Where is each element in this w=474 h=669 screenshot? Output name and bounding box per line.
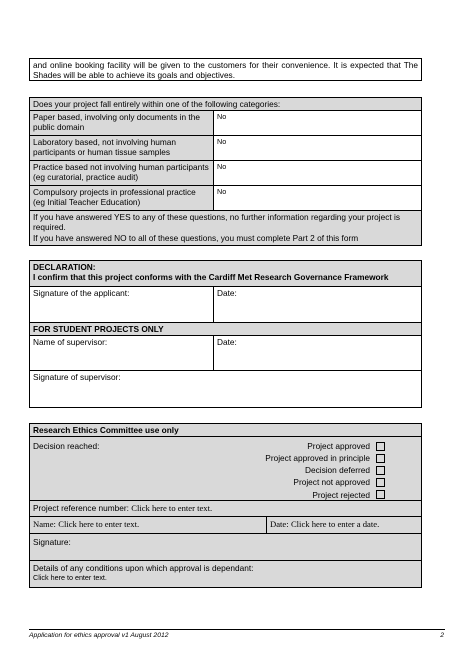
student-projects-row	[30, 323, 421, 336]
committee-date-label: Date:	[270, 519, 289, 529]
categories-notes	[30, 211, 421, 245]
reference-label: Project reference number:	[33, 503, 129, 513]
decision-option[interactable]: Decision deferred	[183, 464, 385, 476]
category-label: Compulsory projects in professional practice (eg Initial Teacher Education)	[30, 186, 213, 210]
applicant-date-field[interactable]: Date:	[213, 287, 421, 322]
categories-header: Does your project fall entirely within one of the following categories:	[33, 99, 281, 109]
declaration-statement: I confirm that this project conforms with the Cardiff Met Research Governance Framework	[33, 272, 389, 283]
category-label: Laboratory based, not involving human participants or human tissue samples	[30, 136, 213, 160]
decision-row	[30, 437, 421, 501]
applicant-signature-row	[30, 287, 421, 323]
decision-option[interactable]: Project not approved	[183, 477, 385, 489]
committee-signature-row	[30, 534, 421, 561]
reference-value[interactable]: Click here to enter text.	[131, 503, 213, 513]
supervisor-name-field[interactable]: Name of supervisor:	[33, 337, 108, 347]
categories-header-row	[30, 98, 421, 111]
category-row	[30, 186, 421, 211]
category-row	[30, 111, 421, 136]
declaration-table	[29, 260, 422, 408]
declaration-header-row	[30, 261, 421, 287]
conditions-field[interactable]	[30, 561, 421, 587]
intro-box	[29, 58, 422, 81]
categories-notes-row	[30, 211, 421, 245]
committee-signature-field[interactable]: Signature:	[33, 537, 71, 547]
applicant-signature-field[interactable]: Signature of the applicant:	[33, 288, 130, 298]
category-answer[interactable]: No	[213, 111, 421, 135]
category-answer[interactable]: No	[213, 186, 421, 210]
note-no: If you have answered NO to all of these questions, you must complete Part 2 of this form	[33, 232, 359, 243]
declaration-header	[30, 261, 391, 286]
page-number: 2	[440, 632, 444, 639]
decision-option[interactable]: Project rejected	[183, 489, 385, 501]
footer-text: Application for ethics approval v1 August 2012	[29, 632, 169, 639]
committee-name-field[interactable]	[30, 517, 266, 533]
conditions-value[interactable]: Click here to enter text.	[33, 573, 107, 583]
conditions-row	[30, 561, 421, 587]
decision-label: Decision reached:	[33, 441, 100, 451]
decision-option[interactable]: Project approved	[183, 440, 385, 452]
checkbox[interactable]	[376, 490, 385, 499]
declaration-title: DECLARATION:	[33, 262, 96, 272]
committee-date-value[interactable]: Click here to enter a date.	[290, 519, 380, 529]
categories-table	[29, 97, 422, 246]
checkbox[interactable]	[376, 478, 385, 487]
conditions-label: Details of any conditions upon which approval is dependant:	[33, 563, 254, 573]
committee-date-field[interactable]	[266, 517, 421, 533]
checkbox[interactable]	[376, 454, 385, 463]
category-row	[30, 161, 421, 186]
decision-options	[180, 437, 421, 500]
committee-table	[29, 423, 422, 588]
category-label: Practice based not involving human participants (eg curatorial, practice audit)	[30, 161, 213, 185]
note-yes: If you have answered YES to any of these questions, no further information regarding your project is required.	[33, 212, 400, 233]
supervisor-signature-row	[30, 371, 421, 407]
name-date-row	[30, 517, 421, 534]
category-answer[interactable]: No	[213, 161, 421, 185]
category-row	[30, 136, 421, 161]
checkbox[interactable]	[376, 442, 385, 451]
committee-header-row	[30, 424, 421, 437]
committee-name-label: Name:	[33, 519, 56, 529]
checkbox[interactable]	[376, 466, 385, 475]
category-answer[interactable]: No	[213, 136, 421, 160]
supervisor-date-field[interactable]: Date:	[213, 336, 421, 370]
student-projects-header: FOR STUDENT PROJECTS ONLY	[33, 324, 164, 334]
supervisor-name-row	[30, 336, 421, 371]
supervisor-signature-field[interactable]: Signature of supervisor:	[33, 372, 121, 382]
committee-name-value[interactable]: Click here to enter text.	[58, 519, 140, 529]
decision-option[interactable]: Project approved in principle	[183, 452, 385, 464]
committee-header: Research Ethics Committee use only	[33, 425, 179, 435]
footer-divider	[29, 629, 445, 630]
reference-row	[30, 501, 421, 517]
intro-text: and online booking facility will be given to the customers for their convenience. It is expected that The Shades will be able to achieve its goals and objectives.	[33, 60, 418, 81]
reference-field[interactable]	[30, 501, 421, 516]
category-label: Paper based, involving only documents in the public domain	[30, 111, 213, 135]
